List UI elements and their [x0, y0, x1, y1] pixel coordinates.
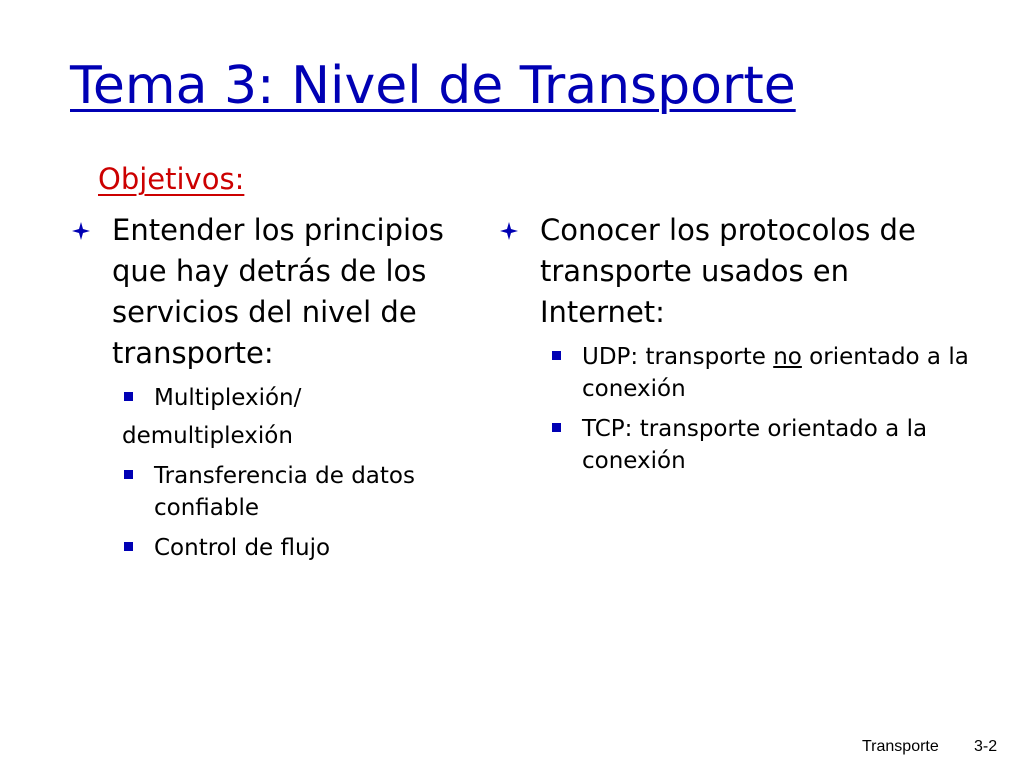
- slide-title: Tema 3: Nivel de Transporte: [70, 56, 796, 116]
- left-column: [72, 210, 492, 564]
- sub-bullet-text: Control de flujo: [154, 535, 331, 561]
- square-bullet-icon: [124, 392, 133, 401]
- objectives-heading: Objetivos:: [98, 162, 245, 196]
- bullet-understand-principles: [72, 210, 492, 374]
- sub-bullet-text: TCP: transporte orientado a la conexión: [582, 416, 928, 474]
- square-bullet-icon: [552, 423, 561, 432]
- footer-page-number: 3-2: [974, 738, 998, 755]
- udp-text-prefix: UDP: transporte: [582, 344, 774, 370]
- footer-section: Transporte: [862, 738, 939, 755]
- square-bullet-icon: [124, 470, 133, 479]
- bullet-text: Entender los principios que hay detrás de los servicios del nivel de transporte:: [112, 213, 444, 370]
- sub-bullet-flow-control: [114, 532, 492, 564]
- sub-bullet-tcp: [542, 413, 970, 477]
- sub-bullet-text: Transferencia de datos confiable: [154, 463, 415, 521]
- udp-text-no: no: [773, 344, 802, 370]
- sub-bullet-reliable-transfer: [114, 460, 492, 524]
- diamond-bullet-icon: [500, 222, 518, 240]
- sub-bullet-continuation: demultiplexión: [122, 423, 293, 449]
- bullet-text: Conocer los protocolos de transporte usados en Internet:: [540, 213, 916, 329]
- udp-text-suffix: orientado a la conexión: [582, 344, 969, 402]
- right-column: [500, 210, 970, 477]
- sub-bullet-udp: [542, 341, 970, 405]
- square-bullet-icon: [552, 351, 561, 360]
- sub-bullet-text: Multiplexión/: [154, 385, 302, 411]
- sub-bullet-multiplexion: [114, 382, 492, 414]
- bullet-know-protocols: [500, 210, 970, 333]
- square-bullet-icon: [124, 542, 133, 551]
- diamond-bullet-icon: [72, 222, 90, 240]
